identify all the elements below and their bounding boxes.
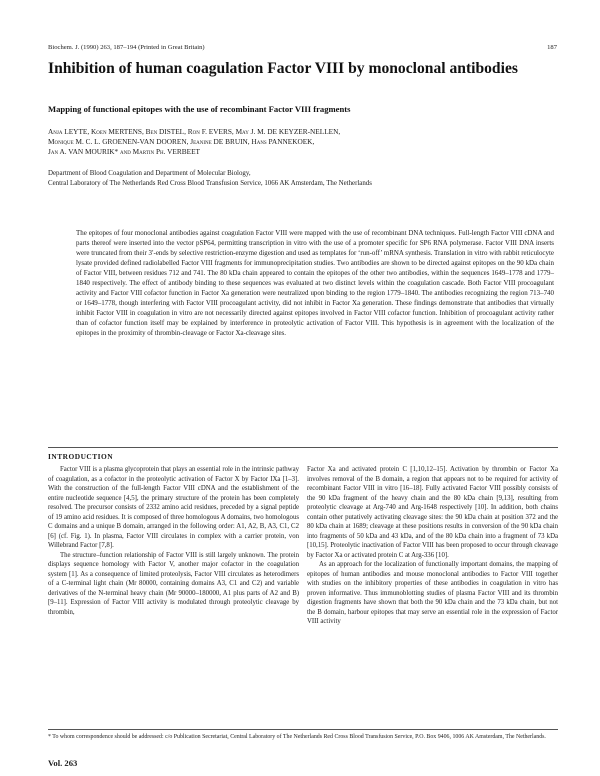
paragraph: Factor Xa and activated protein C [1,10,12–15]. Activation by thrombin or Factor Xa involves removal of the B domain, a region that appears not to be required for activity of recombinant Factor VIII in vitro [16–18]. Fully activated Factor VIII possibly consists of the 90 kDa fragment of the heavy chain and the 80 kDa chain [9,13], resulting from proteolytic cleavage at Arg-740 and Arg-1648 respectively [10]. In addition, both chains contain other putatively activating cleavage sites: the 90 kDa chain at position 372 and the 80 kDa chain at 1689; cleavage at these positions results in conversion of the 90 kDa chain into fragments of 50 kDa and 43 kDa, and of the 80 kDa chain into a fragment of 73 kDa [10,15]. Proteolytic inactivation of Factor VIII has been proposed to occur through cleavage by Factor Xa or activated protein C at Arg-336 [10]. — [307, 466, 558, 559]
section-heading-introduction: INTRODUCTION — [48, 452, 114, 461]
affiliation-line: Department of Blood Coagulation and Department of Molecular Biology, — [48, 170, 251, 177]
footnote-divider — [48, 729, 558, 730]
article-title: Inhibition of human coagulation Factor VIII by monoclonal antibodies — [48, 60, 518, 77]
section-divider — [48, 447, 558, 448]
journal-citation: Biochem. J. (1990) 263, 187–194 (Printed in Great Britain) — [48, 44, 205, 51]
page-number: 187 — [547, 44, 557, 51]
paragraph: Factor VIII is a plasma glycoprotein that plays an essential role in the intrinsic pathway of coagulation, as a cofactor in the proteolytic activation of Factor X by Factor IXa [1–3]. With the construction of the full-length Factor VIII cDNA and the establishment of the entire nucleotide sequence [4,5], the primary structure of the protein has been completely resolved. The precursor consists of 2332 amino acid residues, preceded by a signal peptide of 19 amino acid residues. It is composed of three homologous A domains, two homologous C domains and a unique B domain, arranged in the following order: A1, A2, B, A3, C1, C2 [6] (cf. Fig. 1). In plasma, Factor VIII circulates in complex with a carrier protein, von Willebrand Factor [7,8]. — [48, 466, 299, 549]
correspondence-footnote: * To whom correspondence should be addressed: c/o Publication Secretariat, Central Laboratory of The Netherlands Red Cross Blood Transfusion Service, P.O. Box 9406, 1006 AK Amsterdam, The Netherlands. — [48, 734, 546, 740]
author-list — [48, 127, 568, 158]
authors-line: Anja LEYTE, Koen MERTENS, Ben DISTEL, Ron F. EVERS, May J. M. DE KEYZER-NELLEN, — [48, 127, 341, 136]
paragraph: The structure–function relationship of Factor VIII is still largely unknown. The protein displays sequence homology with Factor V, another major cofactor in the coagulation system [1]. As a consequence of limited proteolysis, Factor VIII circulates as heterodimers of a C-terminal light chain (Mr 80000, containing domains A3, C1 and C2) and variable derivatives of the N-terminal heavy chain (Mr 90000–180000, A1 plus parts of A2 and B) [9–11]. Expression of Factor VIII activity is modulated through proteolytic cleavage by thrombin, — [48, 551, 299, 616]
running-header — [48, 44, 557, 51]
body-column-left — [48, 465, 299, 617]
volume-label: Vol. 263 — [48, 758, 78, 768]
article-subtitle: Mapping of functional epitopes with the use of recombinant Factor VIII fragments — [48, 104, 351, 114]
abstract: The epitopes of four monoclonal antibodies against coagulation Factor VIII were mapped with the use of recombinant DNA techniques. Full-length Factor VIII cDNA and parts thereof were inserted into the vector pSP64, permitting transcription in vitro with the use of a promoter specific for SP6 RNA polymerase. Factor VIII DNA inserts were truncated from their 3′-ends by selective restriction-enzyme digestion and used as templates for ‘run-off’ mRNA synthesis. Translation in vitro with rabbit reticulocyte lysate provided defined radiolabelled Factor VIII fragments for immunoprecipitation studies. Two antibodies are shown to be directed against epitopes on the 90 kDa chain of Factor VIII, between residues 712 and 741. The 80 kDa chain appeared to contain the epitopes of the other two antibodies, within the sequences 1649–1778 and 1779–1840 respectively. The effect of antibody binding to these sequences was evaluated at two distinct levels within the coagulation cascade. Both Factor VIII procoagulant activity and Factor VIII cofactor function in Factor Xa generation were neutralized upon binding to the region 1779–1840. The antibodies recognizing the region 713–740 or 1649–1778, though interfering with Factor VIII procoagulant activity, did not inhibit in Factor Xa generation. These findings demonstrate that antibodies that virtually inhibit Factor VIII in coagulation in vitro are not necessarily directed against epitopes involved in Factor VIII cofactor function. Inhibition of procoagulant activity rather than of cofactor function itself may be explained by interference in proteolytic activation of Factor VIII. This hypothesis is in agreement with the localization of the epitopes in the proximity of thrombin-cleavage or Factor Xa-cleavage sites. — [76, 229, 554, 337]
paragraph: As an approach for the localization of functionally important domains, the mapping of epitopes of human antibodies and mouse monoclonal antibodies to Factor VIII together with studies on the inhibitory properties of these antibodies in coagulation in vitro has proven informative. Thus immunoblotting studies of plasma Factor VIII and its thrombin digestion fragments have shown that both the 90 kDa chain and the 73 kDa chain, but not the B domain, harbour epitopes that may serve an essential role in the expression of Factor VIII activity — [307, 561, 558, 625]
affiliation — [48, 169, 568, 189]
authors-line: Jan A. VAN MOURIK* and Martin Ph. VERBEET — [48, 147, 200, 157]
body-column-right — [307, 465, 558, 627]
affiliation-line: Central Laboratory of The Netherlands Red Cross Blood Transfusion Service, 1066 AK Amsterdam, The Netherlands — [48, 180, 372, 187]
authors-line: Monique M. C. L. GROENEN-VAN DOOREN, Jeanine DE BRUIN, Hans PANNEKOEK, — [48, 137, 315, 147]
